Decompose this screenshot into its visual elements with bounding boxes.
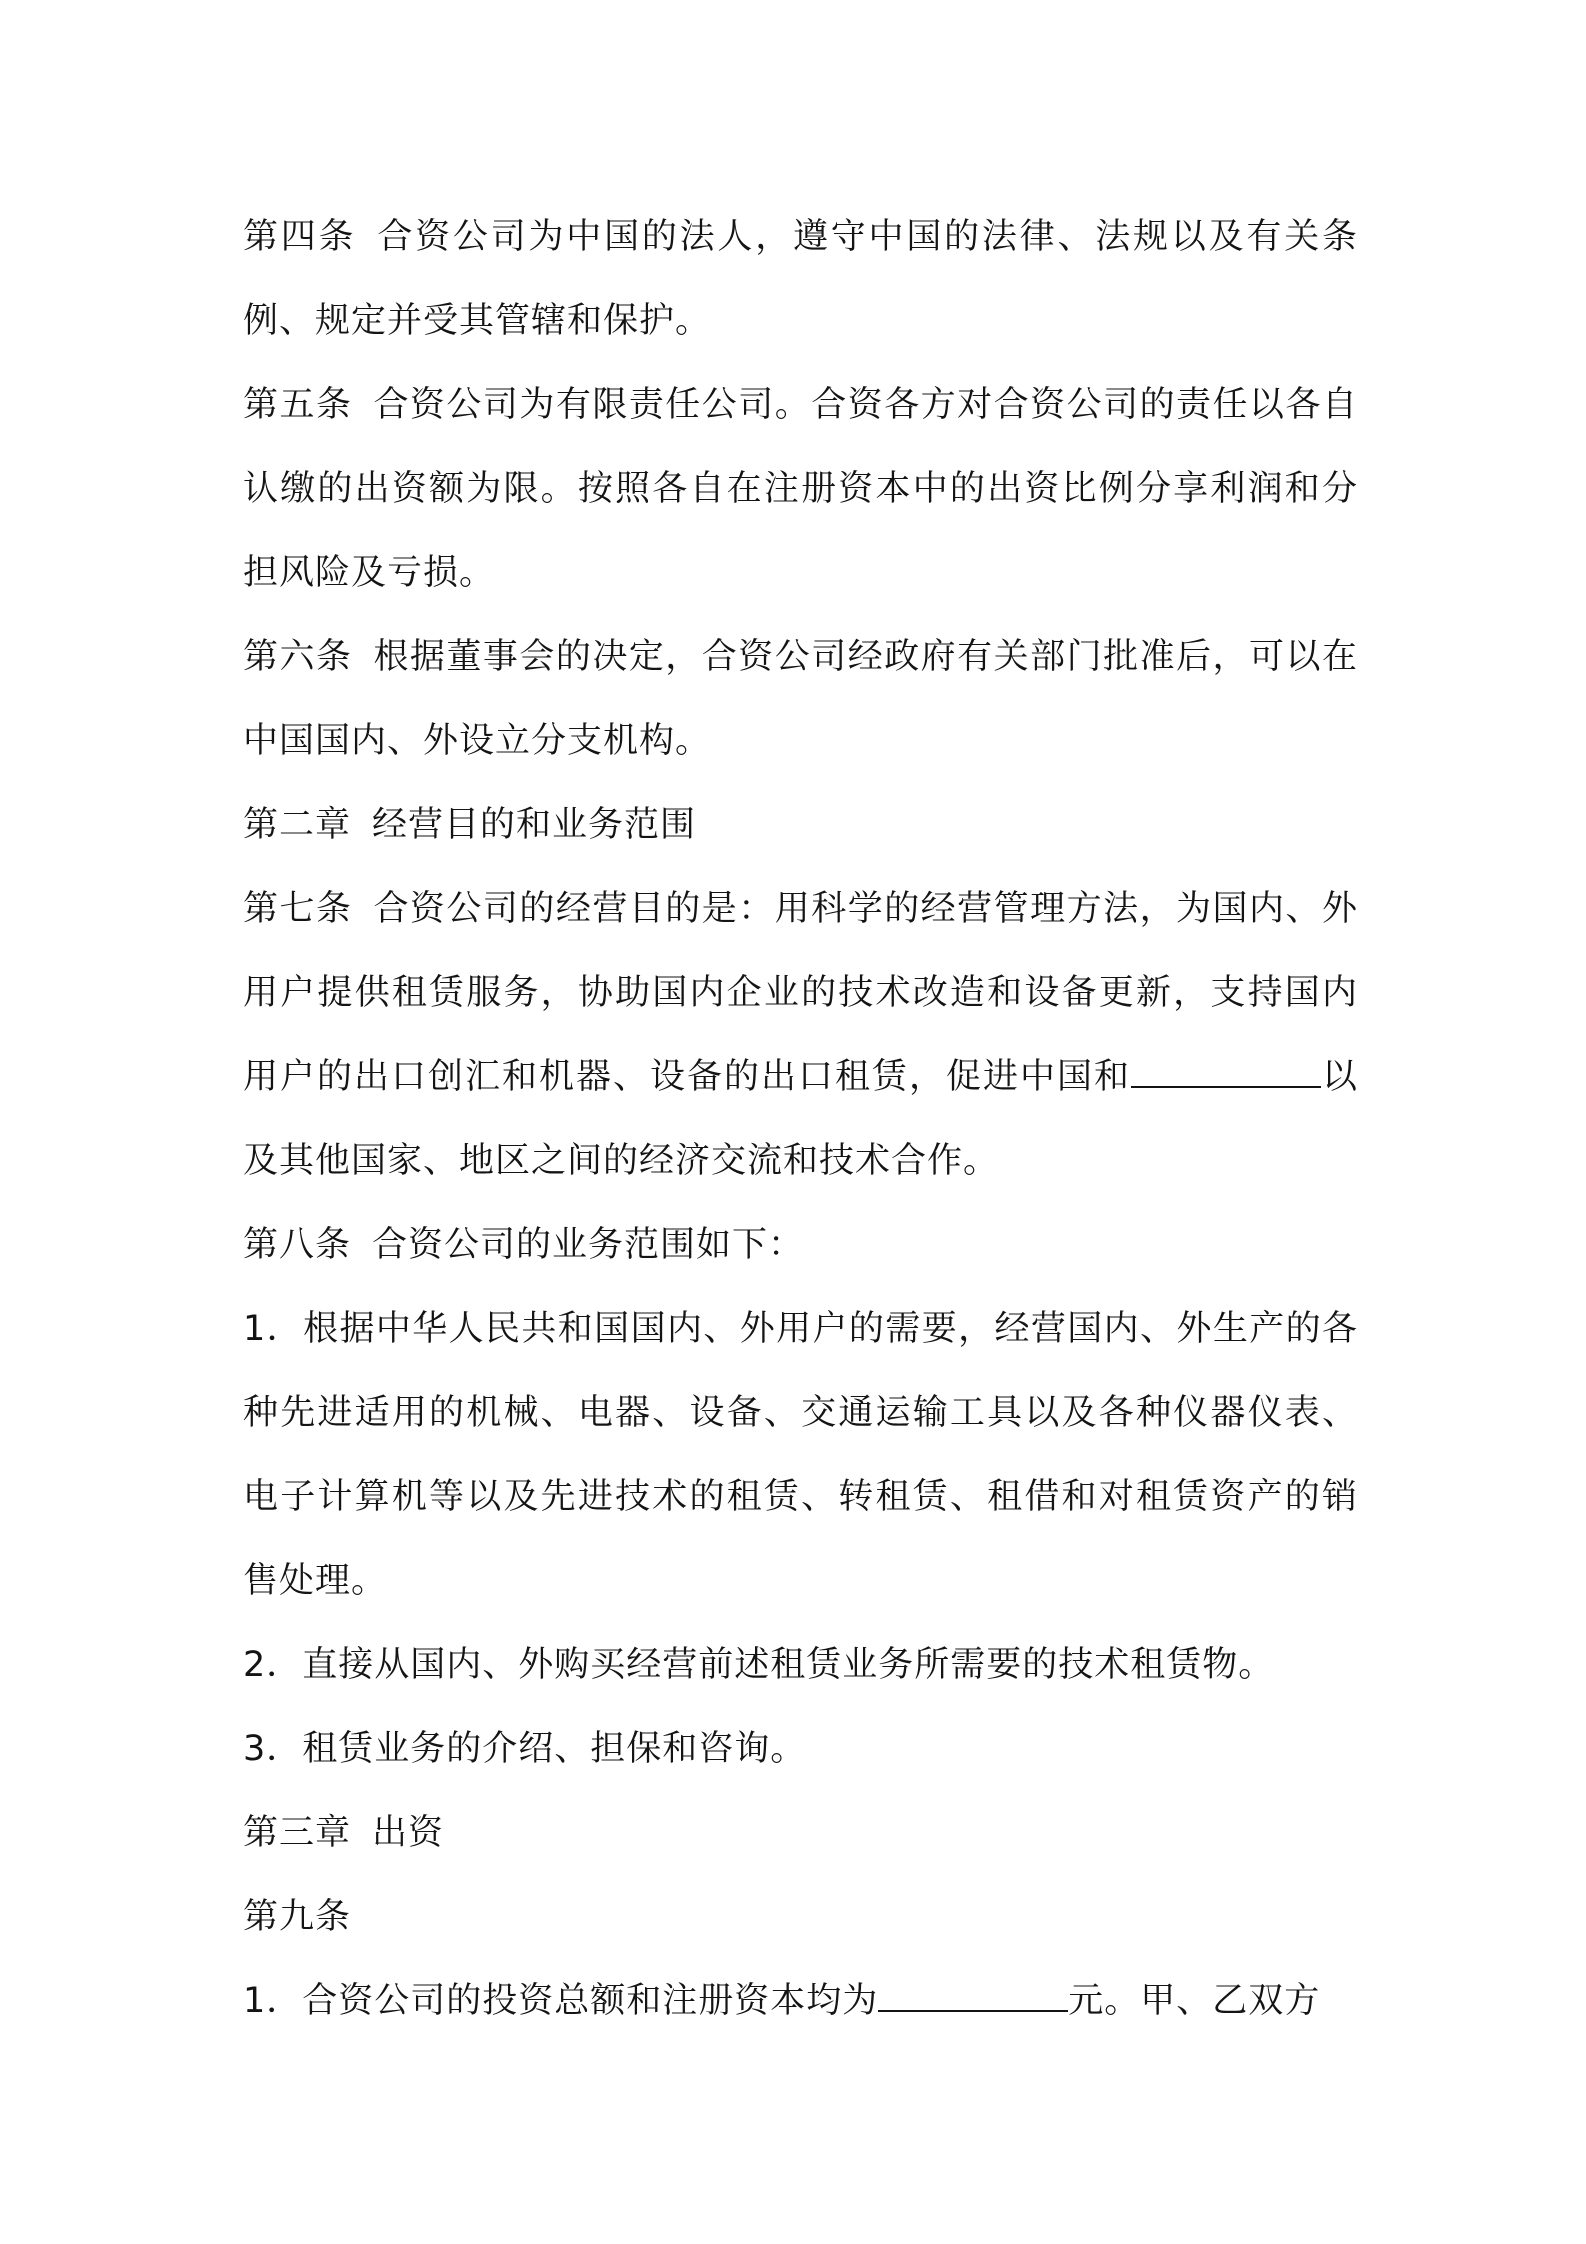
article-8-item-2 bbox=[243, 1623, 1358, 1707]
article-8-item-1 bbox=[243, 1287, 1358, 1623]
article-9 bbox=[243, 1875, 1358, 1959]
article-8-item-2-num: 2． bbox=[243, 1645, 303, 1685]
article-6-label: 第六条 bbox=[243, 637, 353, 677]
chapter-2-heading bbox=[243, 783, 1358, 867]
article-8-item-1-num: 1． bbox=[243, 1309, 304, 1349]
article-8 bbox=[243, 1203, 1358, 1287]
article-5-text: 合资公司为有限责任公司。合资各方对合资公司的责任以各自认缴的出资额为限。按照各自在注册资本中的出资比例分享利润和分担风险及亏损。 bbox=[243, 385, 1358, 593]
article-8-item-1-text: 根据中华人民共和国国内、外用户的需要，经营国内、外生产的各种先进适用的机械、电器、设备、交通运输工具以及各种仪器仪表、电子计算机等以及先进技术的租赁、转租赁、租借和对租赁资产的销售处理。 bbox=[243, 1309, 1358, 1601]
article-5-label: 第五条 bbox=[243, 385, 353, 425]
article-9-item-1-num: 1． bbox=[243, 1981, 303, 2021]
chapter-2-label: 第二章 bbox=[243, 805, 352, 845]
article-9-item-1 bbox=[243, 1959, 1358, 2043]
article-7-blank-line bbox=[1131, 1058, 1321, 1088]
article-6-text: 根据董事会的决定，合资公司经政府有关部门批准后，可以在中国国内、外设立分支机构。 bbox=[243, 637, 1358, 761]
chapter-3-title: 出资 bbox=[372, 1813, 445, 1853]
article-8-item-3-text: 租赁业务的介绍、担保和咨询。 bbox=[302, 1729, 807, 1769]
article-8-label: 第八条 bbox=[243, 1225, 352, 1265]
article-9-blank-line bbox=[878, 1982, 1068, 2012]
article-9-label: 第九条 bbox=[243, 1897, 352, 1937]
article-8-item-2-text: 直接从国内、外购买经营前述租赁业务所需要的技术租赁物。 bbox=[302, 1645, 1275, 1685]
article-4-label: 第四条 bbox=[243, 217, 357, 257]
article-7-label: 第七条 bbox=[243, 889, 353, 929]
article-8-item-3 bbox=[243, 1707, 1358, 1791]
article-9-item-1-text-after: 元。甲、乙双方 bbox=[1068, 1981, 1321, 2021]
chapter-3-label: 第三章 bbox=[243, 1813, 352, 1853]
article-6 bbox=[243, 615, 1358, 783]
article-5 bbox=[243, 363, 1358, 615]
article-4 bbox=[243, 195, 1358, 363]
chapter-2-title: 经营目的和业务范围 bbox=[372, 805, 697, 845]
article-7 bbox=[243, 867, 1358, 1203]
article-4-text: 合资公司为中国的法人，遵守中国的法律、法规以及有关条例、规定并受其管辖和保护。 bbox=[243, 217, 1358, 341]
article-8-item-3-num: 3． bbox=[243, 1729, 303, 1769]
document-body bbox=[243, 195, 1358, 2043]
article-7-text-before: 合资公司的经营目的是：用科学的经营管理方法，为国内、外用户提供租赁服务，协助国内企业的技术改造和设备更新，支持国内用户的出口创汇和机器、设备的出口租赁，促进中国和 bbox=[243, 889, 1358, 1097]
article-7-text-after: 以及其他国家、地区之间的经济交流和技术合作。 bbox=[243, 1057, 1358, 1181]
chapter-3-heading bbox=[243, 1791, 1358, 1875]
article-8-text: 合资公司的业务范围如下： bbox=[372, 1225, 805, 1265]
article-9-item-1-text-before: 合资公司的投资总额和注册资本均为 bbox=[302, 1981, 879, 2021]
